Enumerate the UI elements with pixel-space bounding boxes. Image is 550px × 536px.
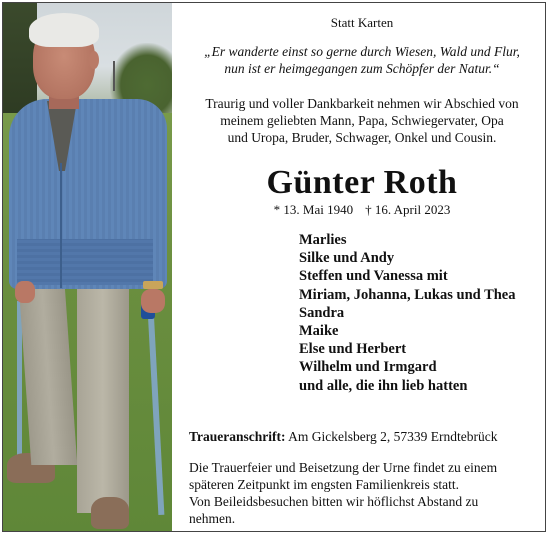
intro-line-1: Traurig und voller Dankbarkeit nehmen wir Abschied von (205, 96, 519, 111)
mourner-line: Miriam, Johanna, Lukas und Thea (299, 286, 516, 303)
life-dates (179, 202, 545, 218)
death-date: † 16. April 2023 (365, 202, 451, 217)
mourners-list (299, 231, 516, 395)
mourner-line: Sandra (299, 304, 345, 321)
mourner-line: Silke und Andy (299, 250, 395, 267)
address-label: Traueranschrift: (189, 429, 286, 444)
birth-date: * 13. Mai 1940 (273, 202, 354, 217)
cardigan-zipper (60, 163, 62, 288)
wristwatch (143, 281, 163, 289)
portrait-photo (3, 3, 172, 531)
mourner-line: Marlies (299, 232, 347, 248)
mourner-line: Else und Herbert (299, 341, 407, 358)
mourner-line: und alle, die ihn lieb hatten (299, 377, 468, 394)
ear (89, 51, 99, 69)
cardigan-waistband (17, 239, 153, 285)
notice-line-4: nehmen. (189, 511, 236, 526)
background-pole (113, 61, 115, 91)
white-hair (29, 13, 99, 47)
notice-line-3: Von Beileidsbesuchen bitten wir höflichst Abstand zu (189, 494, 479, 509)
mourner-line: Steffen und Vanessa mit (299, 268, 448, 285)
right-shoe (91, 497, 129, 529)
address-value: Am Gickelsberg 2, 57339 Erndtebrück (288, 429, 498, 444)
left-hand (15, 281, 35, 303)
funeral-notice (189, 459, 539, 527)
mourner-line: Maike (299, 323, 339, 340)
obituary-card (2, 2, 546, 532)
memorial-quote (179, 43, 545, 77)
header-statt-karten: Statt Karten (330, 15, 394, 30)
intro-paragraph (179, 95, 545, 146)
intro-line-2: meinem geliebten Mann, Papa, Schwiegervater, Opa (220, 113, 504, 128)
notice-line-2: späteren Zeitpunkt im engsten Familienkreis statt. (189, 477, 459, 492)
right-hand (141, 289, 165, 313)
intro-line-3: und Uropa, Bruder, Schwager, Onkel und Cousin. (227, 130, 497, 145)
deceased-name: Günter Roth (266, 164, 458, 201)
mourning-address (189, 429, 497, 445)
quote-line-2: nun ist er heimgegangen zum Schöpfer der Natur.“ (224, 61, 500, 76)
quote-line-1: „Er wanderte einst so gerne durch Wiesen, Wald und Flur, (204, 44, 520, 59)
notice-line-1: Die Trauerfeier und Beisetzung der Urne findet zu einem (189, 460, 498, 475)
right-trouser-leg (77, 285, 129, 513)
obituary-text (179, 3, 545, 531)
mourner-line: Wilhelm und Irmgard (299, 359, 437, 376)
